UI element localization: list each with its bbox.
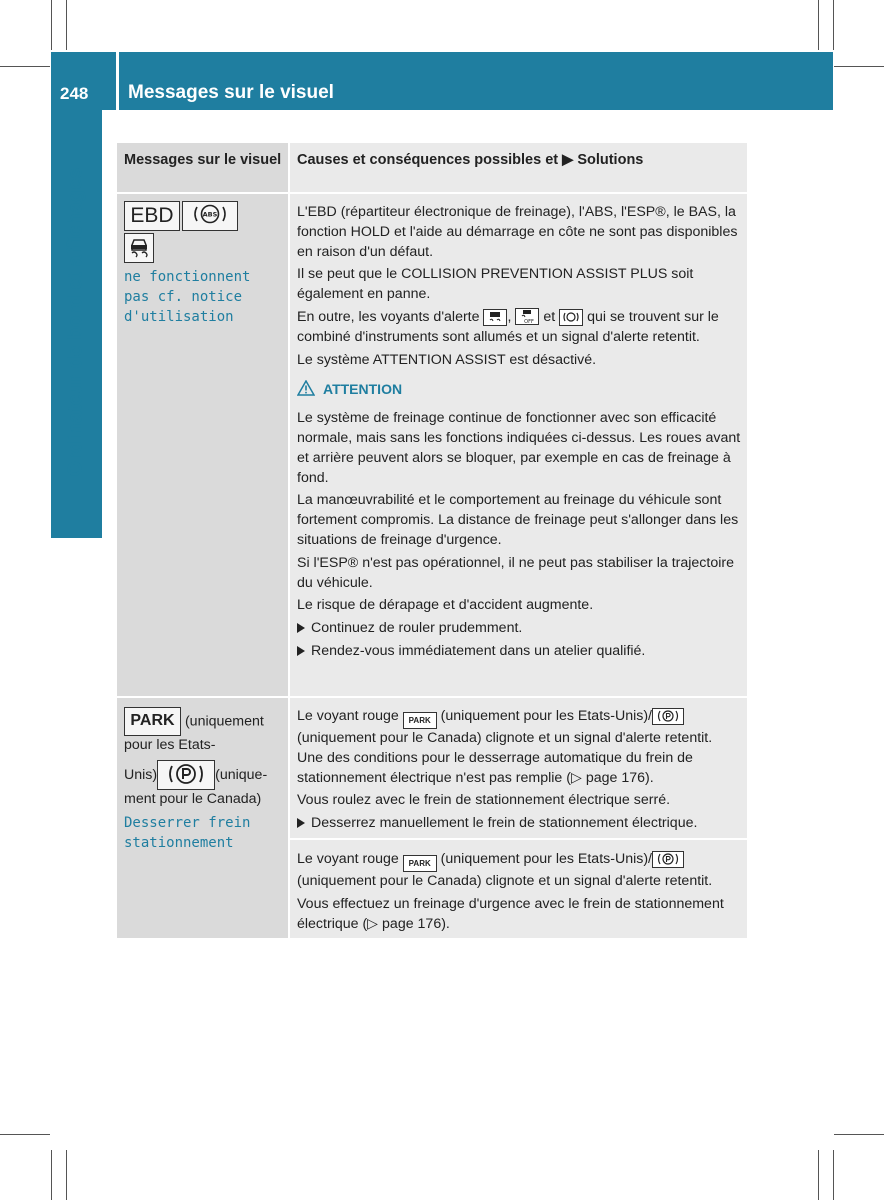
display-message-line: ne fonctionnent xyxy=(124,269,251,285)
triangle-bullet-icon xyxy=(297,818,305,828)
crop-mark xyxy=(834,66,884,67)
svg-text:ABS: ABS xyxy=(202,210,218,219)
messages-table xyxy=(117,143,747,938)
solution-item xyxy=(297,814,742,834)
park-small-icon: PARK xyxy=(403,855,437,872)
table-header-cell xyxy=(117,143,288,192)
text-span: Le voyant rouge xyxy=(297,851,399,867)
page-number: 248 xyxy=(60,84,89,103)
crop-mark xyxy=(66,0,67,50)
solution-text: Continuez de rouler prudemment. xyxy=(311,620,523,637)
table-cell xyxy=(117,698,288,938)
text-span: (uniquement pour le Canada) clignote et un signal d'alerte retentit. xyxy=(297,873,713,889)
triangle-bullet-icon xyxy=(297,646,305,656)
crop-mark xyxy=(0,1134,50,1135)
parking-brake-small-icon xyxy=(652,708,684,725)
text-span: Unis) xyxy=(124,766,158,783)
paragraph: La manœuvrabilité et le comportement au freinage du véhicule sont fortement compromis. La distance de freinage peut s'allonger dans les situations de freinage d'urgence. xyxy=(297,492,739,548)
warning-triangle-icon xyxy=(297,380,315,396)
text-span: ment pour le Canada) xyxy=(124,790,262,807)
text-span: En outre, les voyants d'alerte xyxy=(297,308,480,325)
column-header-messages: Messages sur le visuel xyxy=(124,152,282,168)
triangle-bullet-icon xyxy=(297,623,305,633)
page-title: Messages sur le visuel xyxy=(128,82,334,103)
paragraph: Vous roulez avec le frein de stationnement électrique serré. xyxy=(297,792,671,809)
text-span: (uniquement pour les Etats-Unis)/ xyxy=(440,851,653,867)
parking-brake-icon xyxy=(157,760,215,790)
solution-item xyxy=(297,642,742,662)
text-span: , xyxy=(507,308,512,325)
ebd-icon: EBD xyxy=(124,201,180,231)
text-span: qui se trouvent sur le combiné d'instruments sont allumés et un signal d'alerte retentit. xyxy=(297,308,719,345)
park-icon: PARK xyxy=(124,707,181,736)
crop-mark xyxy=(834,1134,884,1135)
text-span: Le voyant rouge xyxy=(297,708,399,724)
paragraph: Si l'ESP® n'est pas opérationnel, il ne peut pas stabiliser la trajectoire du véhicule. xyxy=(297,554,734,591)
paragraph: Le système ATTENTION ASSIST est désactivé. xyxy=(297,351,597,368)
park-small-icon: PARK xyxy=(403,712,437,729)
table-cell xyxy=(117,194,288,696)
display-message-line: Desserrer frein xyxy=(124,814,251,831)
paragraph: L'EBD (répartiteur électronique de freinage), l'ABS, l'ESP®, le BAS, la fonction HOLD et l'aide au démarrage en côte ne sont pas disponibles en raison d'un défaut. xyxy=(297,204,738,260)
crop-mark xyxy=(818,1150,819,1200)
crop-mark xyxy=(833,0,834,50)
table-cell xyxy=(290,840,747,938)
attention-heading xyxy=(297,380,742,401)
abs-icon xyxy=(182,201,238,231)
parking-brake-small-icon xyxy=(652,851,684,868)
text-span: (unique- xyxy=(215,766,268,783)
table-cell xyxy=(290,698,747,838)
text-span: (uniquement xyxy=(184,713,264,730)
table-header-cell xyxy=(290,143,747,192)
paragraph: Vous effectuez un freinage d'urgence avec le frein de stationnement électrique (▷ page 176). xyxy=(297,895,724,932)
column-header-causes: Causes et conséquences possibles et ▶ Solutions xyxy=(297,152,644,168)
esp-off-icon xyxy=(515,308,539,325)
display-message-line: stationnement xyxy=(124,834,234,851)
text-span: (uniquement pour les Etats-Unis)/ xyxy=(440,708,653,724)
skid-icon xyxy=(483,309,507,326)
attention-label: ATTENTION xyxy=(323,381,403,398)
solution-text: Rendez-vous immédiatement dans un atelier qualifié. xyxy=(311,642,646,659)
text-span: (uniquement pour le Canada) clignote et un signal d'alerte retentit. Une des conditions pour le desserrage automatique du frein de stationnement électrique n'est pas remplie (▷ page 176). xyxy=(297,730,713,786)
skid-warning-icon xyxy=(124,233,154,263)
crop-mark xyxy=(818,0,819,50)
solution-item xyxy=(297,619,742,639)
text-span: pour les Etats- xyxy=(124,737,216,753)
paragraph xyxy=(297,850,742,892)
crop-mark xyxy=(51,0,52,50)
table-cell xyxy=(290,194,747,696)
paragraph: Le système de freinage continue de fonctionner avec son efficacité normale, mais sans les fonctions indiquées ci-dessus. Les roues avant et arrière peuvent alors se bloquer, par exemple en cas de freinage à fond. xyxy=(297,410,741,486)
text-span: et xyxy=(543,308,556,325)
paragraph: Le risque de dérapage et d'accident augmente. xyxy=(297,597,594,614)
section-label: Ordinateur de bord et affichages xyxy=(64,167,87,477)
solution-text: Desserrez manuellement le frein de stationnement électrique. xyxy=(311,815,698,832)
paragraph xyxy=(297,707,742,788)
brake-icon xyxy=(559,309,583,326)
crop-mark xyxy=(66,1150,67,1200)
paragraph: Il se peut que le COLLISION PREVENTION ASSIST PLUS soit également en panne. xyxy=(297,266,694,303)
paragraph xyxy=(297,308,742,348)
crop-mark xyxy=(51,1150,52,1200)
header-divider xyxy=(116,52,119,110)
crop-mark xyxy=(0,66,50,67)
display-message-line: d'utilisation xyxy=(124,309,234,325)
display-message-line: pas cf. notice xyxy=(124,289,243,305)
crop-mark xyxy=(833,1150,834,1200)
svg-text:OFF: OFF xyxy=(524,318,535,324)
